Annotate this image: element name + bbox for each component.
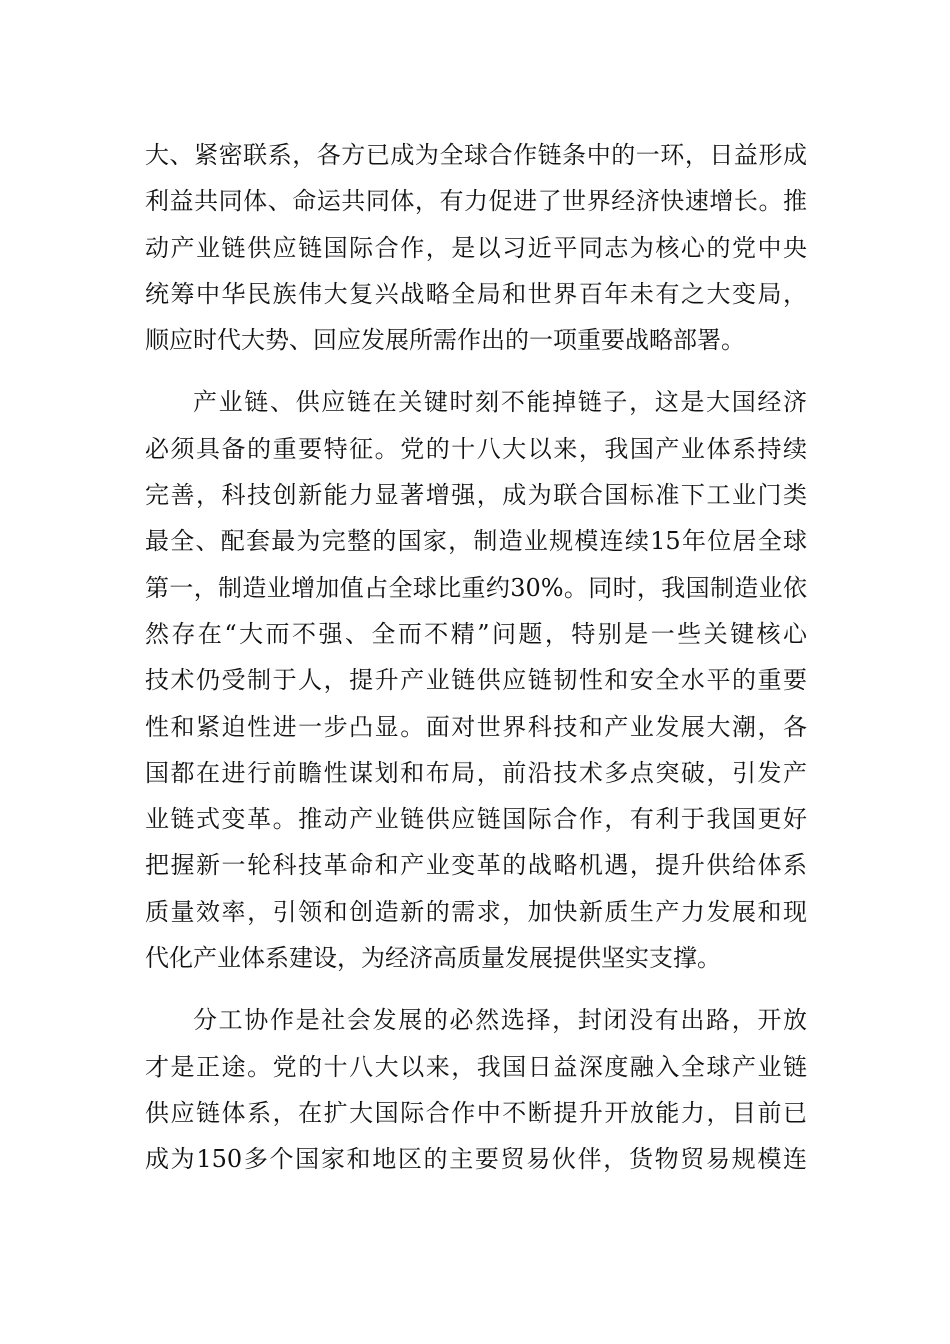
text-line: 把握新一轮科技革命和产业变革的战略机遇，提升供给体系 xyxy=(145,851,807,880)
text-line: 然存在“大而不强、全而不精”问题，特别是一些关键核心 xyxy=(145,619,807,648)
text-line: 供应链体系，在扩大国际合作中不断提升开放能力，目前已 xyxy=(145,1098,807,1127)
text-line: 完善，科技创新能力显著增强，成为联合国标准下工业门类 xyxy=(145,481,807,510)
text-line: 产业链、供应链在关键时刻不能掉链子，这是大国经济 xyxy=(193,388,807,417)
text-line: 统筹中华民族伟大复兴战略全局和世界百年未有之大变局， xyxy=(145,279,807,308)
text-line: 第一，制造业增加值占全球比重约30%。同时，我国制造业依 xyxy=(145,573,807,602)
text-line: 才是正途。党的十八大以来，我国日益深度融入全球产业链 xyxy=(145,1052,807,1081)
text-line: 业链式变革。推动产业链供应链国际合作，有利于我国更好 xyxy=(145,805,807,834)
text-line: 国都在进行前瞻性谋划和布局，前沿技术多点突破，引发产 xyxy=(145,758,807,787)
paragraph-3 xyxy=(145,997,807,1182)
text-line: 顺应时代大势、回应发展所需作出的一项重要战略部署。 xyxy=(145,326,745,355)
document-page xyxy=(145,132,807,1199)
text-line: 技术仍受制于人，提升产业链供应链韧性和安全水平的重要 xyxy=(145,666,807,695)
text-line: 必须具备的重要特征。党的十八大以来，我国产业体系持续 xyxy=(145,434,807,463)
text-line: 质量效率，引领和创造新的需求，加快新质生产力发展和现 xyxy=(145,897,807,926)
text-line: 动产业链供应链国际合作，是以习近平同志为核心的党中央 xyxy=(145,233,807,262)
text-line: 代化产业体系建设，为经济高质量发展提供坚实支撑。 xyxy=(145,944,721,973)
text-line: 大、紧密联系，各方已成为全球合作链条中的一环，日益形成 xyxy=(145,141,807,169)
paragraph-2 xyxy=(145,379,807,981)
paragraph-1 xyxy=(145,132,807,363)
text-line: 最全、配套最为完整的国家，制造业规模连续15年位居全球 xyxy=(145,527,807,556)
text-line: 利益共同体、命运共同体，有力促进了世界经济快速增长。推 xyxy=(145,187,807,216)
text-line: 成为150多个国家和地区的主要贸易伙伴，货物贸易规模连 xyxy=(145,1145,807,1174)
text-line: 分工协作是社会发展的必然选择，封闭没有出路，开放 xyxy=(193,1006,807,1035)
text-line: 性和紧迫性进一步凸显。面对世界科技和产业发展大潮，各 xyxy=(145,712,807,741)
